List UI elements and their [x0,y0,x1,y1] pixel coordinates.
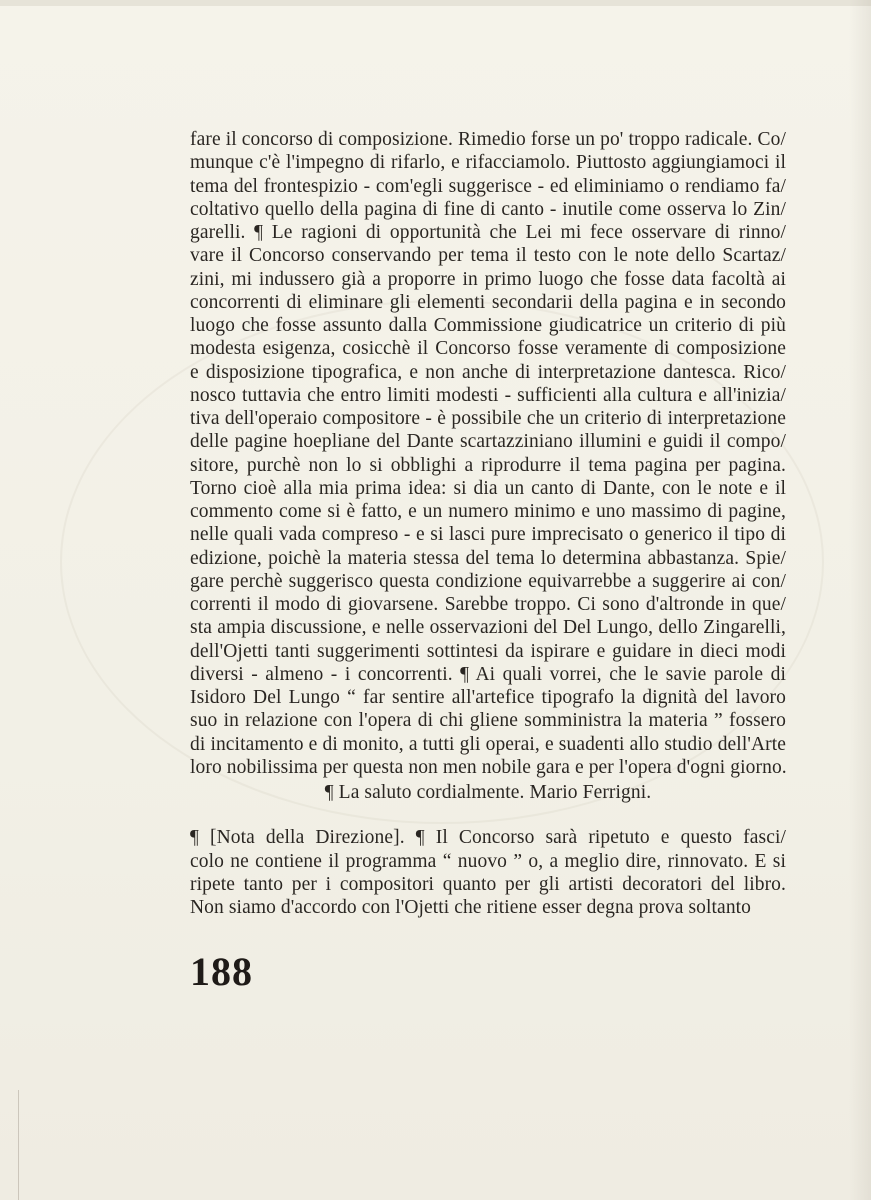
page-number: 188 [190,949,253,994]
text-line: di incitamento e di monito, a tutti gli operai, e suadenti allo studio dell'Arte [190,733,786,755]
text-line: Non siamo d'accordo con l'Ojetti che ritiene esser degna prova soltanto [190,897,752,918]
text-line: colo ne contiene il programma “ nuovo ” o, a meglio dire, rinnovato. E si [190,850,786,872]
body-text [190,128,786,919]
text-line: nelle quali vada compreso - e si lasci pure imprecisato o generico il tipo di [190,524,786,546]
text-line: gare perchè suggerisco questa condizione equivarrebbe a suggerire ai con/ [190,570,786,592]
text-line: concorrenti di eliminare gli elementi secondarii della pagina e in secondo [190,291,786,313]
text-line: sitore, purchè non lo si obblighi a riprodurre il tema pagina per pagina. [190,454,786,476]
text-line: Torno cioè alla mia prima idea: si dia un canto di Dante, con le note e il [190,477,786,499]
text-line: zini, mi indussero già a proporre in primo luogo che fosse data facoltà ai [190,268,786,290]
text-line: tema del frontespizio - com'egli suggerisce - ed eliminiamo o rendiamo fa/ [190,175,786,197]
text-line: coltativo quello della pagina di fine di canto - inutile come osserva lo Zin/ [190,198,786,220]
letter-paragraph [190,128,786,779]
text-line: correnti il modo di giovarsene. Sarebbe troppo. Ci sono d'altronde in que/ [190,594,786,615]
editorial-note-paragraph [190,826,786,919]
text-line: commento come si è fatto, e un numero minimo e uno massimo di pagine, [190,501,786,522]
text-line: edizione, poichè la materia stessa del tema lo determina abbastanza. Spie/ [190,547,786,569]
text-line: luogo che fosse assunto dalla Commissione giudicatrice un criterio di più [190,315,786,336]
text-line: diversi - almeno - i concorrenti. ¶ Ai quali vorrei, che le savie parole di [190,663,786,685]
text-line: vare il Concorso conservando per tema il testo con le note dello Scartaz/ [190,245,786,267]
text-line: nosco tuttavia che entro limiti modesti - sufficienti alla cultura e all'inizia/ [190,384,786,406]
text-line: fare il concorso di composizione. Rimedio forse un po' troppo radicale. Co/ [190,129,786,150]
text-line: loro nobilissima per questa non men nobile gara e per l'opera d'ogni giorno. [190,756,787,778]
text-line: modesta esigenza, cosicchè il Concorso fosse veramente di composizione [190,338,786,360]
text-line: sta ampia discussione, e nelle osservazioni del Del Lungo, dello Zingarelli, [190,617,786,639]
page-top-edge [0,0,871,6]
page-right-shadow [849,0,871,1200]
text-line: munque c'è l'impegno di rifarlo, e rifacciamolo. Piuttosto aggiungiamoci il [190,152,786,174]
text-line: ¶ [Nota della Direzione]. ¶ Il Concorso sarà ripetuto e questo fasci/ [190,827,786,849]
text-line: ripete tanto per i compositori quanto per gli artisti decoratori del libro. [190,873,786,895]
text-line: delle pagine hoepliane del Dante scartazziniano illumini e guidi il compo/ [190,431,786,453]
text-line: dell'Ojetti tanti suggerimenti sottintesi da ispirare e guidare in dieci modi [190,640,786,662]
text-line: garelli. ¶ Le ragioni di opportunità che Lei mi fece osservare di rinno/ [190,222,786,243]
signature-line: ¶ La saluto cordialmente. Mario Ferrigni. [324,782,652,803]
text-line: tiva dell'operaio compositore - è possibile che un criterio di interpretazione [190,408,786,429]
text-line: e disposizione tipografica, e non anche di interpretazione dantesca. Rico/ [190,361,786,383]
section-gap [190,804,786,826]
page-left-binding-mark [0,1090,19,1200]
text-line: suo in relazione con l'opera di chi gliene somministra la materia ” fossero [190,710,786,732]
text-line: Isidoro Del Lungo “ far sentire all'artefice tipografo la dignità del lavoro [190,687,786,708]
